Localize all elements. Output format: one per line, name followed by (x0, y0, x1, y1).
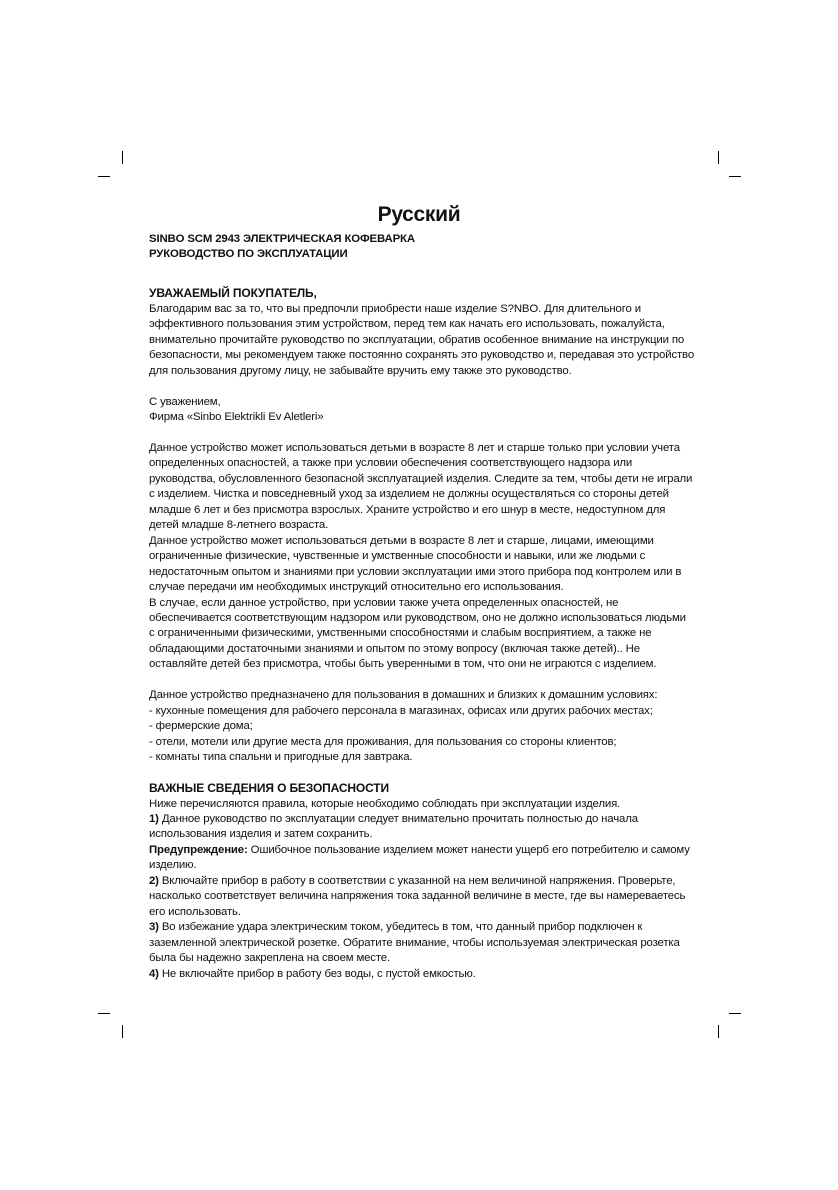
list-item: - комнаты типа спальни и пригодные для завтрака. (149, 751, 413, 764)
safety-item (149, 843, 694, 874)
safety-item (149, 812, 694, 843)
supervision-paragraph: В случае, если данное устройство, при условии также учета определенных опасностей, не обеспечивается соответствующим надзором или руководством, оно не должно использоваться людьми с ограниченными физическими, умственными способностями и слабым восприятием, а также не обладающими достаточными знаниями и опытом по этому вопросу (включая также детей).. Не оставляйте детей без присмотра, чтобы быть уверенными в том, что они не играются с изделием. (149, 596, 686, 671)
safety-item-text: Включайте прибор в работу в соответствии с указанной на нем величиной напряжения. Проверьте, насколько соответствует величина напряжения тока заданной величине в месте, где вы намереваетесь его использовать. (149, 874, 686, 918)
safety-item-number: 3) (149, 921, 159, 934)
greeting-heading: УВАЖАЕМЫЙ ПОКУПАТЕЛЬ, (149, 286, 317, 301)
children-paragraph: Данное устройство может использоваться детьми в возрасте 8 лет и старше только при условии учета определенных опасностей, а также при условии обеспечения соответствующего надзора или руководства, обусловленного безопасной эксплуатацией изделия. Следите за тем, чтобы дети не играли с изделием. Чистка и повседневный уход за изделием не должны осуществляться со стороны детей младше 6 лет и без присмотра взрослых. Храните устройство и его шнур в месте, недоступном для детей младше 8-летнего возраста. (149, 442, 693, 532)
safety-item (149, 874, 694, 920)
crop-mark-top-right-horizontal (729, 176, 741, 177)
safety-item-text: Не включайте прибор в работу без воды, с пустой емкостью. (158, 967, 476, 980)
safety-item-text: Во избежание удара электрическим током, убедитесь в том, что данный прибор подключен к заземленной электрической розетке. Обратите внимание, чтобы используемая электрическая розетка была бы надежно закреплена на своем месте. (149, 921, 680, 965)
list-item: - кухонные помещения для рабочего персонала в магазинах, офисах или других рабочих местах; (149, 704, 653, 717)
intended-use-intro: Данное устройство предназначено для пользования в домашних и близких к домашним условиях: (149, 689, 658, 702)
language-heading: Русский (377, 203, 461, 226)
limited-ability-paragraph: Данное устройство может использоваться детьми в возрасте 8 лет и старше, лицами, имеющими ограниченные физические, чувственные и умственные способности и навыки, или же людьми с недостаточным опытом и знаниями при условии эксплуатации ими этого прибора под контролем или в случае передачи им необходимых инструкций относительно его использования. (149, 534, 682, 594)
regards-line: С уважением, (149, 395, 221, 408)
crop-mark-bottom-right-vertical (718, 1025, 719, 1038)
safety-item (149, 967, 694, 982)
crop-mark-top-right-vertical (718, 151, 719, 164)
safety-item-number: 2) (149, 874, 159, 887)
document-body (149, 232, 694, 982)
safety-item-number: 4) (149, 967, 159, 980)
document-title-line1: SINBO SCM 2943 ЭЛЕКТРИЧЕСКАЯ КОФЕВАРКА (149, 233, 415, 245)
company-line: Фирма «Sinbo Elektrikli Ev Aletleri» (149, 411, 324, 424)
list-item: - фермерские дома; (149, 720, 253, 733)
crop-mark-bottom-right-horizontal (729, 1013, 741, 1014)
safety-item (149, 920, 694, 966)
safety-item-number: Предупреждение: (149, 843, 248, 856)
safety-heading: ВАЖНЫЕ СВЕДЕНИЯ О БЕЗОПАСНОСТИ (149, 781, 389, 796)
crop-mark-bottom-left-vertical (122, 1025, 123, 1038)
list-item: - отели, мотели или другие места для проживания, для пользования со стороны клиентов; (149, 735, 617, 748)
safety-item-text: Данное руководство по эксплуатации следует внимательно прочитать полностью до начала использования изделия и затем сохранить. (149, 813, 638, 841)
safety-item-number: 1) (149, 813, 159, 825)
crop-mark-top-left-vertical (122, 151, 123, 164)
safety-intro: Ниже перечисляются правила, которые необходимо соблюдать при эксплуатации изделия. (149, 797, 621, 810)
safety-item-text: Ошибочное пользование изделием может нанести ущерб его потребителю и самому изделию. (149, 843, 690, 872)
crop-mark-top-left-horizontal (98, 176, 110, 177)
intro-paragraph: Благодарим вас за то, что вы предпочли приобрести наше изделие S?NBO. Для длительного и эффективного пользования этим устройством, перед тем как начать его использовать, пожалуйста, внимательно прочитайте руководство по эксплуатации, обратив особенное внимание на инструкции по безопасности, мы рекомендуем также постоянно сохранять это руководство и, передавая это устройство для пользования другому лицу, не забывайте вручить ему также это руководство. (149, 302, 695, 377)
crop-mark-bottom-left-horizontal (98, 1013, 110, 1014)
document-title-line2: РУКОВОДСТВО ПО ЭКСПЛУАТАЦИИ (149, 248, 348, 261)
